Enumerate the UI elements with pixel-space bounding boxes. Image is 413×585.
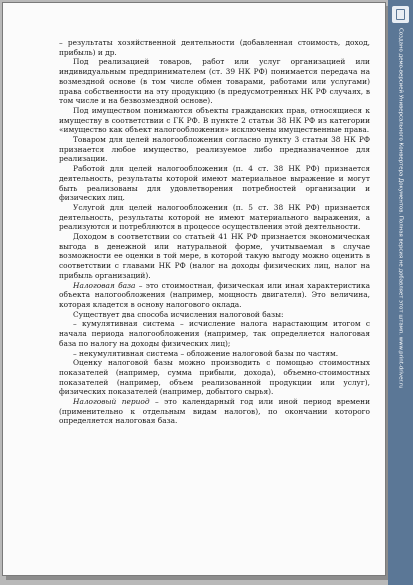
paragraph-10: – кумулятивная система – исчисление налога нарастающим итогом с начала периода налогообложения (например, так определяется налоговая база по налогу на доходы физических лиц); (59, 319, 370, 348)
paragraph-12: Оценку налоговой базы можно производить с помощью стоимостных показателей (например, сумма прибыли, дохода), объемно-стоимостных показателей (например, объем реализованной продукции или услуг), физических показателей (например, добытого сырья). (59, 358, 370, 397)
paragraph-9: Существует два способа исчисления налоговой базы: (73, 309, 284, 319)
term-tax-base: Налоговая база (73, 280, 136, 290)
paragraph-7: Доходом в соответствии со статьей 41 НК РФ признается экономическая выгода в денежной или натуральной форме, учитываемая в случае возможности ее оценки в той мере, в которой такую выгоду можно оценить в соответствии с главами НК РФ (налог на доходы физических лиц, налог на прибыль организаций). (59, 232, 370, 280)
paragraph-5: Работой для целей налогообложения (п. 4 ст. 38 НК РФ) признается деятельность, результаты которой имеют материальное выражение и могут быть реализованы для удовлетворения потребностей организации и физических лиц. (59, 164, 370, 203)
paragraph-13-text: – это календарный год или иной период времени (применительно к отдельным видам налогов), по окончании которого определяется налоговая база. (59, 397, 370, 426)
paragraph-2: Под реализацией товаров, работ или услуг организацией или индивидуальным предпринимателем (ст. 39 НК РФ) понимается передача на возмездной основе (в том числе обмен товарами, работами или услугами) права собственности на эту продукцию (в предусмотренных НК РФ случаях, в том числе и на безвозмездной основе). (59, 57, 370, 106)
document-body (59, 38, 370, 426)
paragraph-3: Под имуществом понимаются объекты гражданских прав, относящиеся к имуществу в соответствии с ГК РФ. В пункте 2 статьи 38 НК РФ из категории «имущество как объект налогообложения» исключены имущественные права. (59, 105, 370, 135)
term-tax-period: Налоговый период (73, 397, 150, 407)
paragraph-1: – результаты хозяйственной деятельности (добавленная стоимость, доход, прибыль) и др. (59, 38, 370, 57)
paragraph-11: – некумулятивная система – обложение налоговой базы по частям. (73, 348, 339, 358)
paragraph-8 (59, 281, 370, 310)
paragraph-4: Товаром для целей налогообложения согласно пункту 3 статьи 38 НК РФ признается любое имущество, реализуемое либо предназначенное для реализации. (59, 135, 370, 164)
paragraph-8-text: – это стоимостная, физическая или иная характеристика объекта налогообложения (например, мощность двигателя). Это величина, которая кладется в основу налогового оклада. (59, 280, 371, 309)
paragraph-13 (59, 397, 370, 426)
document-icon (392, 6, 409, 23)
watermark-stamp-text: Создано демо-версией Универсального Конвертера Документов. Полная версия не добавляет этот штамп. www.print-driver.ru (397, 28, 404, 389)
paragraph-6: Услугой для целей налогообложения (п. 5 ст. 38 НК РФ) признается деятельность, результаты которой не имеют материального выражения, а реализуются и потребляются в процессе осуществления этой деятельности. (59, 202, 370, 232)
